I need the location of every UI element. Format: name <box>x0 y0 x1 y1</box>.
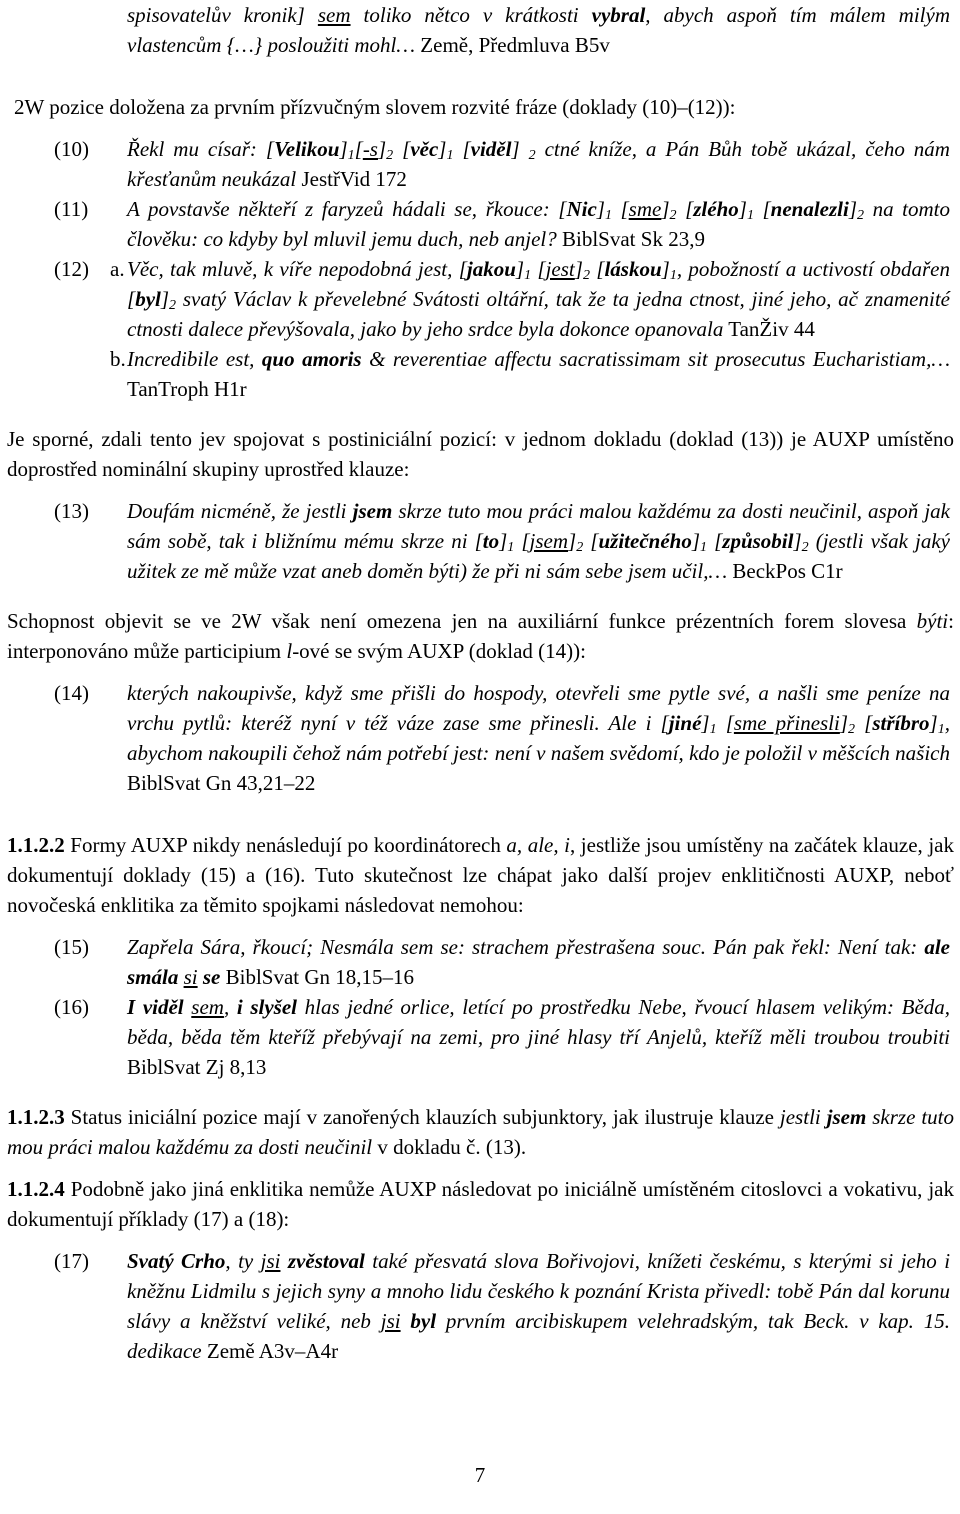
paragraph-sporne: Je sporné, zdali tento jev spojovat s postiniciální pozicí: v jednom dokladu (doklad (13)) je AUXP umístěno doprostřed nominální skupiny uprostřed klauze: <box>7 427 954 481</box>
section-1-1-2-4: 1.1.2.4 Podobně jako jiná enklitika nemůže AUXP následovat po iniciálně umístěném citoslovci a vokativu, jak dokumentují příklady (17) a (18): <box>7 1177 954 1231</box>
paragraph-2w: 2W pozice doložena za prvním přízvučným slovem rozvité fráze (doklady (10)–(12)): <box>14 95 736 119</box>
paragraph-schopnost: Schopnost objevit se ve 2W však není omezena jen na auxiliární funkce prézentních forem slovesa býti: interponováno může participium l-ové se svým AUXP (doklad (14)): <box>7 609 954 663</box>
example-17: (17) Svatý Crho, ty jsi zvěstoval také přesvatá slova Bořivojovi, knížeti českému, s kterými si jeho i kněžnu Lidmilu s jejich syny a mnoho lidu českého k poznání Krista přivedl: tobě Pán dal korunu slávy a kněžství veliké, neb jsi byl prvním arcibiskupem velehradským, tak Beck. v kap. 15. dedikace Země A3v–A4r <box>7 1246 954 1366</box>
example-12b: b. Incredibile est, quo amoris & reverentiae affectu sacratissimam sit prosecutus Eucharistiam,… TanTroph H1r <box>7 344 954 404</box>
example-number: (14) <box>54 681 89 705</box>
example-sub-label: a. <box>110 257 125 281</box>
example-11: (11) A povstavše někteří z faryzeů hádali se, řkouce: $[Nic]_1$ $[sme]_2$ $[zlého]_1$ $[nenalezli]_2$ na tomto člověku: co kdyby byl mluvil jemu duch, neb anjel? BiblSvat Sk 23,9 <box>7 194 954 254</box>
source-citation: Země A3v–A4r <box>206 1339 339 1363</box>
source-citation: BiblSvat Gn 18,15–16 <box>225 965 415 989</box>
example-number: (16) <box>54 995 89 1019</box>
example-sub-label: b. <box>110 347 126 371</box>
section-number: 1.1.2.4 <box>7 1177 65 1201</box>
page-number: 7 <box>474 1463 486 1487</box>
source-citation: BiblSvat Sk 23,9 <box>562 227 705 251</box>
section-number: 1.1.2.2 <box>7 833 65 857</box>
example-number: (15) <box>54 935 89 959</box>
source-citation: TanŽiv 44 <box>728 317 815 341</box>
example-fragment: spisovatelův kronik] sem toliko nětco v krátkosti vybral, abych aspoň tím málem milým vlastencům {…} posloužiti mohl… Země, Předmluva B5v <box>127 3 950 57</box>
example-number: (17) <box>54 1249 89 1273</box>
example-15: (15) Zapřela Sára, řkoucí; Nesmála sem se: strachem přestrašena souc. Pán pak řekl: Není tak: ale smála si se BiblSvat Gn 18,15–16 <box>7 932 954 992</box>
example-12a: (12) a. Věc, tak mluvě, k víře nepodobná jest, $[jakou]_1$ $[jest]_2$ $[láskou]_1$, pobožností a uctivostí obdařen $[byl]_2$ svatý Václav k převelebné Svátosti oltářní, tak že ta jedna ctnost, jiné jeho, ač znamenité ctnosti dalece převýšovala, jako by jeho srdce byla dokonce opanovala TanŽiv 44 <box>7 254 954 344</box>
section-number: 1.1.2.3 <box>7 1105 65 1129</box>
source-citation: BiblSvat Gn 43,21–22 <box>127 771 316 795</box>
source-citation: TanTroph H1r <box>127 377 247 401</box>
source-citation: Země, Předmluva B5v <box>420 33 610 57</box>
example-14: (14) kterých nakoupivše, když sme přišli do hospody, otevřeli sme pytle své, a našli sme peníze na vrchu pytlů: kteréž nyní v též váze zase sme přinesli. Ale i $[jiné]_1$ [sme $přinesli]_2$ $[stříbro]_1$, abychom nakoupili čehož nám potřebí jest: není v našem svědomí, kdo je položil v měšcích našich BiblSvat Gn 43,21–22 <box>7 678 954 798</box>
section-1-1-2-2: 1.1.2.2 Formy AUXP nikdy nenásledují po koordinátorech a, ale, i, jestliže jsou umístěny na začátek klauze, jak dokumentují doklady (15) a (16). Tuto skutečnost lze chápat jako další projev enklitičnosti AUXP, neboť novočeská enklitika za těmito spojkami následovat nemohou: <box>7 833 955 917</box>
example-number: (11) <box>54 197 89 221</box>
source-citation: BiblSvat Zj 8,13 <box>127 1055 267 1079</box>
example-number: (12) <box>54 257 89 281</box>
example-10: (10) Řekl mu císař: $[Velikou]_1[-s]_2$ $[věc]_1$ [viděl] $_2$ ctné kníže, a Pán Bůh tobě ukázal, čeho nám křesťanům neukázal JestřVid 172 <box>7 134 954 194</box>
example-16: (16) I viděl sem, i slyšel hlas jedné orlice, letící po prostředku Nebe, řvoucí hlasem velikým: Běda, běda, běda těm kteříž přebývají na zemi, pro jiné hlasy tří Anjelů, kteříž měli troubou troubiti BiblSvat Zj 8,13 <box>7 992 954 1082</box>
source-citation: JestřVid 172 <box>301 167 407 191</box>
source-citation: BeckPos C1r <box>732 559 843 583</box>
example-number: (10) <box>54 137 89 161</box>
example-13: (13) Doufám nicméně, že jestli jsem skrze tuto mou práci malou každému za dosti neučinil, aspoň jak sám sobě, tak i bližnímu mému skrze ni $[to]_1$ $[jsem]_2$ $[užitečného]_1$ $[způsobil]_2$ (jestli však jaký užitek ze mě může vzat aneb doměn býti) že při ni sám sebe jsem učil,… BeckPos C1r <box>7 496 954 586</box>
section-1-1-2-3: 1.1.2.3 Status iniciální pozice mají v zanořených klauzích subjunktory, jak ilustruje klauze jestli jsem skrze tuto mou práci malou každému za dosti neučinil v dokladu č. (13). <box>7 1105 954 1159</box>
example-number: (13) <box>54 499 89 523</box>
